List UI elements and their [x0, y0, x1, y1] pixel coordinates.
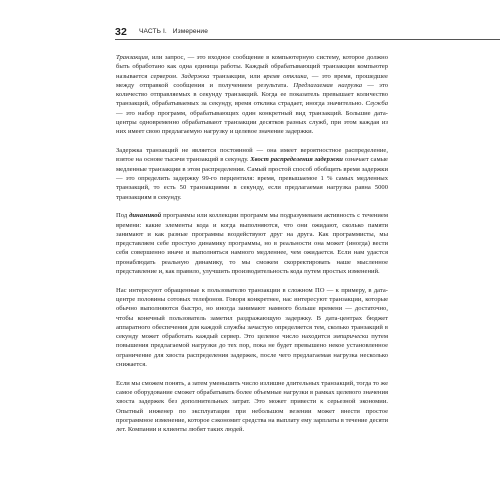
paragraph-2 [116, 146, 388, 202]
page-header [115, 28, 500, 44]
paragraph-3 [116, 211, 388, 276]
text-run: , или запрос, — это входное сообщение в компьютерную систему, которое должно быть обработано как одна единица работы. Каждый обрабатывающий транзакции компьютер называется [116, 54, 388, 80]
defined-term: динамикой [129, 212, 162, 220]
text-run: путем повышения предлагаемой нагрузки до тех пор, пока не будет превышено некое установленное ограничение для хвоста распределения задержек, после чего предлагаемая нагрузка несколько снижается. [116, 333, 388, 369]
paragraph-5 [116, 379, 388, 435]
text-run: . [175, 72, 182, 80]
text-run: означает самые медленные транзакции в этом распределении. Самый простой способ обобщить время задержки — это определить задержку 99-го перцентиля: время, превышаемое 1 % самых медленных транзакций, то есть 50 транзакциями в секунду, если предлагаемая нагрузка равна 5000 транзакциям в секунду. [116, 156, 388, 201]
italic-term: Служба [365, 100, 388, 108]
header-rule [115, 39, 500, 40]
page-number: 32 [115, 26, 128, 38]
italic-term: эмпирически [332, 333, 369, 341]
italic-term: Транзакция [116, 54, 148, 61]
chapter-title: Измерение [172, 28, 208, 35]
text-run: — это набор программ, обрабатывающих один конкретный вид транзакций. Большие дата-центры одновременно обрабатывают транзакции десятков разных служб, при этом каждая из них имеет свою предлагаемую нагрузку и целевое значение задержки. [116, 109, 388, 136]
defined-term: Хвост распределения задержки [250, 156, 343, 164]
paragraph-4 [116, 286, 388, 370]
text-run: Если мы сможем понять, а затем уменьшить число излишне длительных транзакций, тогда то же самое оборудование сможет обрабатывать более объемные нагрузки в рамках целевого значения хвоста задержек без дополнительных затрат. Это может привести к серьезной экономии. Опытный инженер по эксплуатации при небольшом везении может внести простое программное изменение, которое сэкономит средства на выплату ему зарплаты в течение десяти лет. Компании и клиенты любят таких людей. [116, 379, 388, 434]
italic-term: время отклика [263, 72, 307, 80]
text-run: — это количество отправляемых в секунду транзакций. Когда ее показатель превышает количество транзакций, обрабатываемых за секунду, время отклика страдает, иногда значительно. [116, 81, 388, 108]
italic-term: Задержка [181, 72, 210, 80]
italic-term: Предлагаемая нагрузка [293, 81, 363, 89]
text-run: Нас интересуют обращенные к пользователю транзакции в сложном ПО — к примеру, в дата-центре половины сотовых телефонов. Говоря конкретнее, нас интересуют транзакции, которые обычно выполняются быстро, но иногда занимают намного больше времени — достаточно, чтобы конечный пользователь заметил раздражающую задержку. В дата-центрах бюджет аппаратного обеспечения для каждой службы зачастую определяется тем, сколько транзакций в секунду может обработать каждый сервер. Это целевое число находится [116, 286, 388, 341]
text-run: , — это время, прошедшее между отправкой сообщения и получением результата. [116, 72, 388, 89]
text-run: программы или коллекции программ мы подразумеваем активность с течением времени: какие элементы кода и когда выполняются, что они ожидают, сколько памяти занимают и как разные программы воздействуют друг на друга. Как программисты, мы представляем себе простую динамику программы, но в реальности она может (иногда) вести себя совершенно иначе и выполняться намного медленнее, чем ожидается. Если нам удастся пронаблюдать реальную динамику, то мы сможем скорректировать наше мысленное представление и, как правило, улучшить производительность кода путем простых изменений. [116, 212, 389, 276]
text-run: Задержка транзакций не является постоянной — она имеет вероятностное распределение, взятое на основе тысячи транзакций в секунду. [116, 147, 388, 164]
running-head [139, 28, 208, 35]
text-run: Под [116, 212, 130, 220]
part-label: ЧАСТЬ I. [139, 28, 167, 35]
paragraph-1 [116, 53, 388, 137]
italic-term: сервером [150, 72, 176, 80]
text-run: транзакции, или [209, 72, 264, 80]
page-body [116, 53, 388, 435]
